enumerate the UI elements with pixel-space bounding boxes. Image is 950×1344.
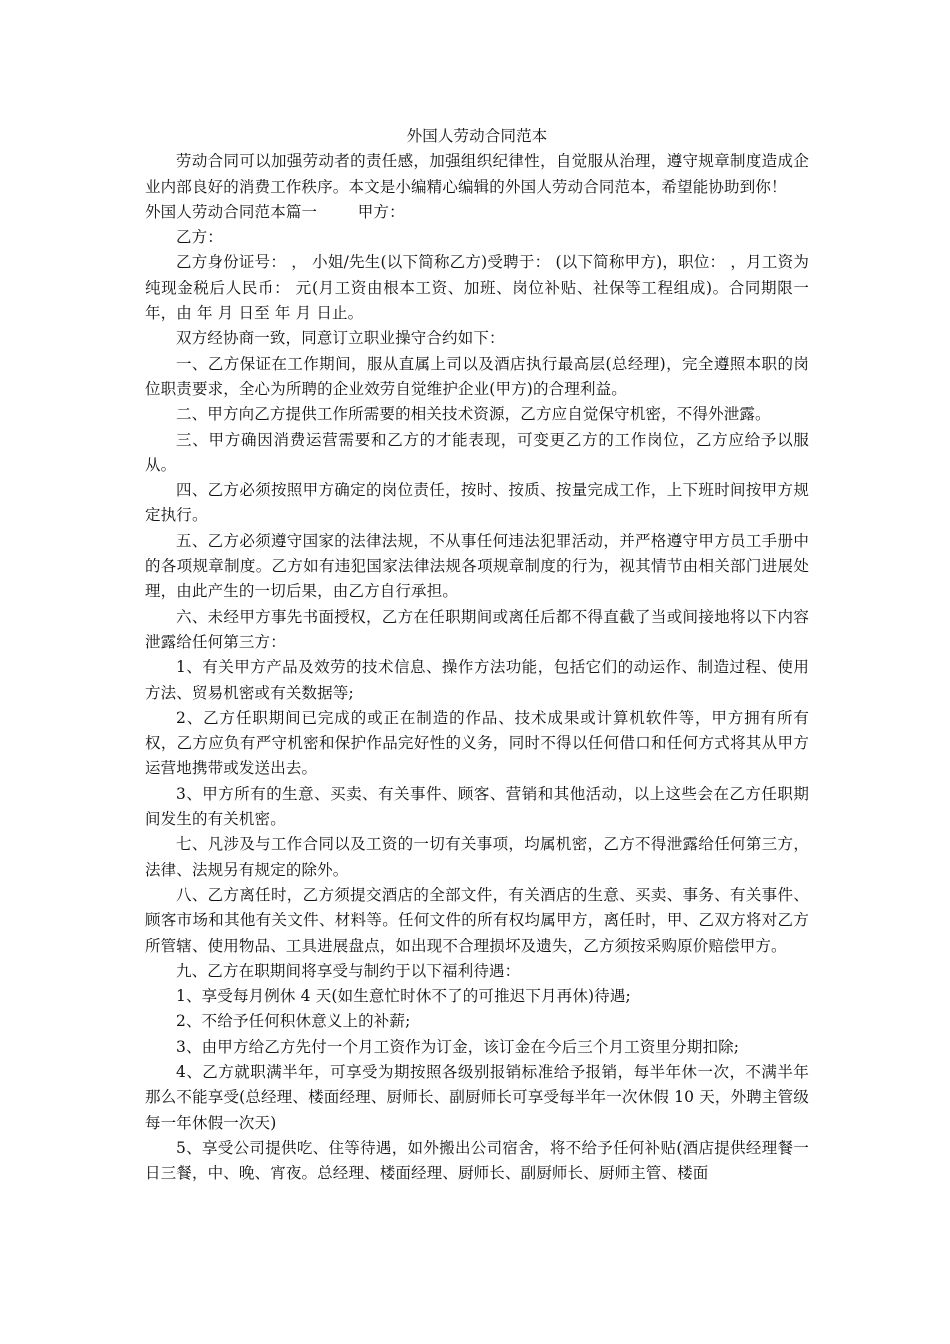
- section-heading: 外国人劳动合同范本篇一 甲方：: [145, 202, 405, 221]
- document-title: 外国人劳动合同范本: [406, 127, 548, 145]
- paragraph-party-b: 乙方：: [176, 228, 223, 247]
- clause-8: 八、乙方离任时，乙方须提交酒店的全部文件，有关酒店的生意、买卖、事务、有关事件、顾客市场和其他有关文件、材料等。任何文件的所有权均属甲方，离任时，甲、乙双方将对乙方所管辖、使用物品、工具进展盘点，如出现不合理损坏及遗失，乙方须按采购原价赔偿甲方。: [145, 885, 809, 955]
- document-page: [145, 124, 809, 1186]
- clause-4: 四、乙方必须按照甲方确定的岗位责任，按时、按质、按量完成工作，上下班时间按甲方规定执行。: [145, 481, 809, 525]
- clause-6-item-2: 2、乙方任职期间已完成的或正在制造的作品、技术成果或计算机软件等，甲方拥有所有权，乙方应负有严守机密和保护作品完好性的义务，同时不得以任何借口和任何方式将其从甲方运营地携带或发送出去。: [145, 708, 809, 778]
- intro-paragraph: 劳动合同可以加强劳动者的责任感，加强组织纪律性，自觉服从治理，遵守规章制度造成企业内部良好的消费工作秩序。本文是小编精心编辑的外国人劳动合同范本，希望能协助到你！: [145, 152, 809, 196]
- clause-6-item-1: 1、有关甲方产品及效劳的技术信息、操作方法功能，包括它们的动运作、制造过程、使用方法、贸易机密或有关数据等;: [145, 658, 809, 702]
- clause-6-item-3: 3、甲方所有的生意、买卖、有关事件、顾客、营销和其他活动，以上这些会在乙方任职期间发生的有关机密。: [145, 784, 809, 829]
- clause-1: 一、乙方保证在工作期间，服从直属上司以及酒店执行最高层(总经理)，完全遵照本职的岗位职责要求，全心为所聘的企业效劳自觉维护企业(甲方)的合理利益。: [145, 354, 809, 398]
- clause-9-item-1: 1、享受每月例休 4 天(如生意忙时休不了的可推迟下月再休)待遇;: [176, 987, 631, 1006]
- clause-3: 三、甲方确因消费运营需要和乙方的才能表现，可变更乙方的工作岗位，乙方应给予以服从。: [145, 430, 809, 474]
- clause-9-item-3: 3、由甲方给乙方先付一个月工资作为订金，该订金在今后三个月工资里分期扣除;: [176, 1037, 740, 1056]
- clause-7: 七、凡涉及与工作合同以及工资的一切有关事项，均属机密，乙方不得泄露给任何第三方，法律、法规另有规定的除外。: [145, 835, 809, 879]
- clause-6: 六、未经甲方事先书面授权，乙方在任职期间或离任后都不得直截了当或间接地将以下内容泄露给任何第三方：: [145, 607, 809, 651]
- clause-9-item-4: 4、乙方就职满半年，可享受为期按照各级别报销标准给予报销，每半年休一次，不满半年那么不能享受(总经理、楼面经理、厨师长、副厨师长可享受每半年一次休假 10 天，外聘主管级每一年休假一次天): [145, 1062, 809, 1132]
- clause-5: 五、乙方必须遵守国家的法律法规，不从事任何违法犯罪活动，并严格遵守甲方员工手册中的各项规章制度。乙方如有违犯国家法律法规各项规章制度的行为，视其情节由相关部门进展处理，由此产生的一切后果，由乙方自行承担。: [145, 531, 809, 601]
- clause-2: 二、甲方向乙方提供工作所需要的相关技术资源，乙方应自觉保守机密，不得外泄露。: [176, 405, 771, 424]
- clause-9: 九、乙方在职期间将享受与制约于以下福利待遇：: [176, 961, 521, 980]
- paragraph-identity: 乙方身份证号： ， 小姐/先生(以下简称乙方)受聘于： (以下简称甲方)，职位： ，月工资为纯现金税后人民币： 元(月工资由根本工资、加班、岗位补贴、社保等工程组成)。合同期限一年，由 年 月 日至 年 月 日止。: [145, 253, 809, 323]
- paragraph-agreement: 双方经协商一致，同意订立职业操守合约如下：: [176, 329, 505, 348]
- clause-9-item-5: 5、享受公司提供吃、住等待遇，如外搬出公司宿舍，将不给予任何补贴(酒店提供经理餐一日三餐，中、晚、宵夜。总经理、楼面经理、厨师长、副厨师长、厨师主管、楼面: [145, 1138, 809, 1183]
- clause-9-item-2: 2、不给予任何积休意义上的补薪;: [176, 1012, 411, 1031]
